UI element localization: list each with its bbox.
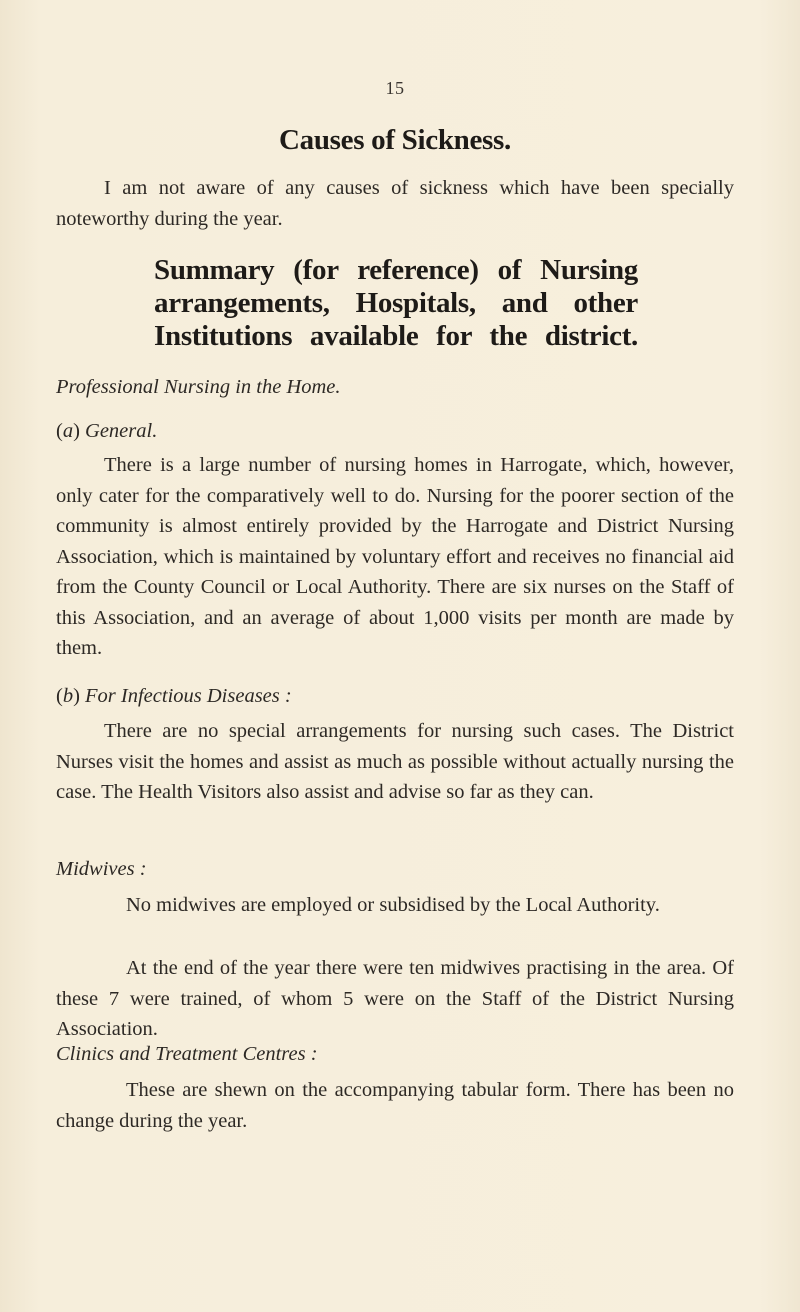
midwives-heading: Midwives : (56, 858, 147, 880)
summary-heading-line-1: Summary (for reference) of Nursing (154, 254, 638, 286)
summary-heading-line-2: arrangements, Hospitals, and other (154, 287, 638, 319)
summary-heading-line-3: Institutions available for the district. (154, 320, 638, 352)
midwives-paragraph-1: No midwives are employed or subsidised by the Local Authority. (126, 894, 660, 916)
infectious-label: (b) (56, 685, 80, 707)
infectious-paragraph: There are no special arrangements for nursing such cases. The District Nurses visit the homes and assist as much as possible without actually nursing the case. The Health Visitors also assist and advise so far as they can. (56, 720, 734, 803)
summary-heading (154, 254, 638, 353)
clinics-heading: Clinics and Treatment Centres : (56, 1043, 318, 1065)
general-subheading (56, 420, 734, 443)
infectious-subheading (56, 685, 734, 708)
general-title: General. (85, 420, 158, 442)
general-label: (a) (56, 420, 80, 442)
clinics-paragraph: These are shewn on the accompanying tabular form. There has been no change during the year. (56, 1079, 734, 1132)
causes-of-sickness-paragraph: I am not aware of any causes of sickness which have been specially noteworthy during the year. (56, 177, 734, 230)
professional-nursing-heading: Professional Nursing in the Home. (56, 376, 341, 398)
causes-of-sickness-heading: Causes of Sickness. (279, 124, 511, 156)
page-number: 15 (385, 78, 405, 98)
general-paragraph: There is a large number of nursing homes in Harrogate, which, however, only cater for the comparatively well to do. Nursing for the poorer section of the community is almost entirely provided by the Harrogate and District Nursing Association, which is maintained by voluntary effort and receives no financial aid from the County Council or Local Authority. There are six nurses on the Staff of this Association, and an average of about 1,000 visits per month are made by them. (56, 454, 734, 659)
midwives-paragraph-2: At the end of the year there were ten midwives practising in the area. Of these 7 were trained, of whom 5 were on the Staff of the District Nursing Association. (56, 957, 734, 1040)
infectious-title: For Infectious Diseases : (85, 685, 292, 707)
